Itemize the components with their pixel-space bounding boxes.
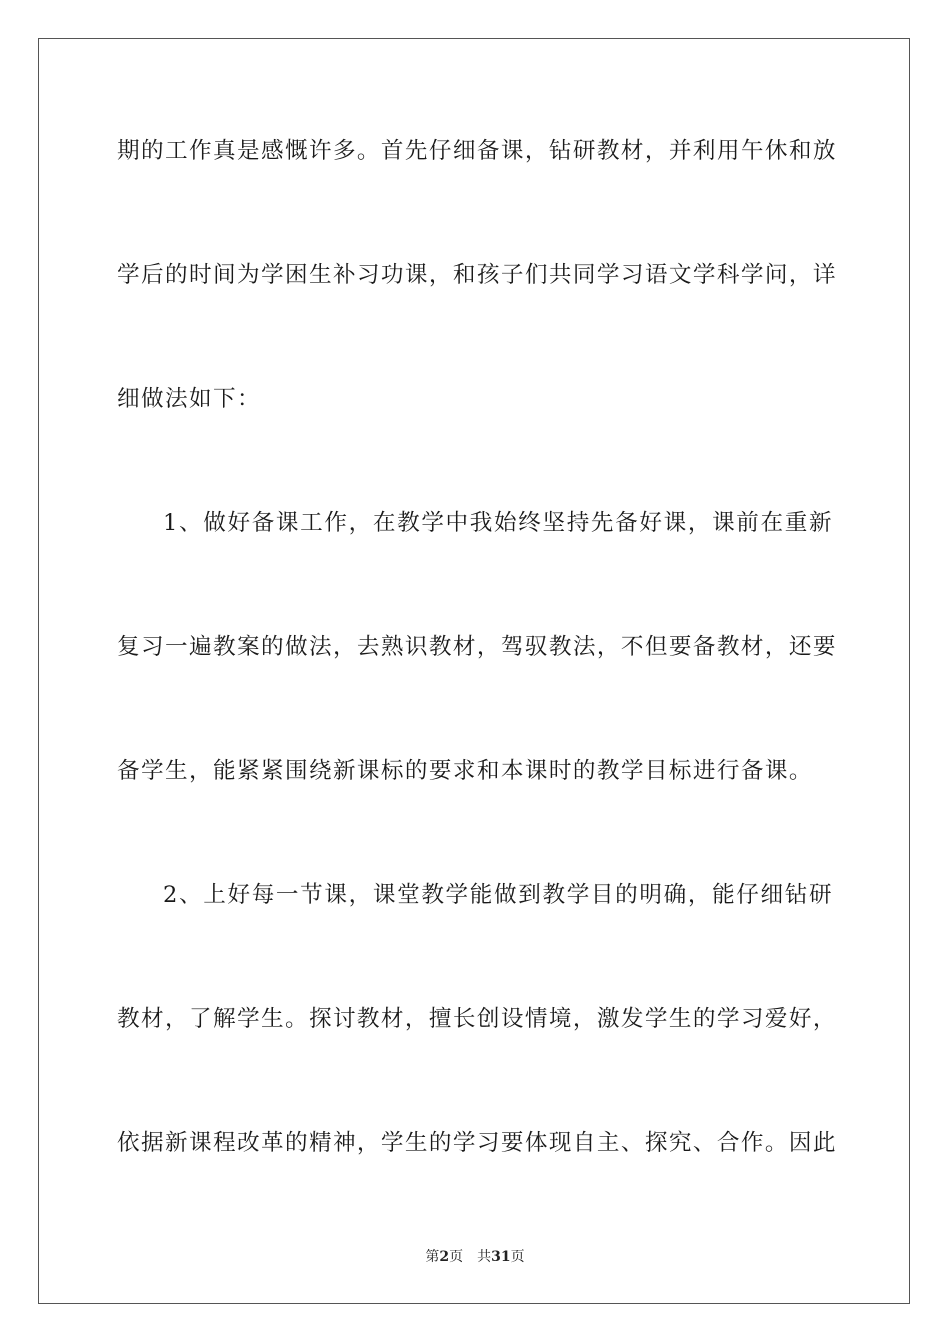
body-text-line: 复习一遍教案的做法，去熟识教材，驾驭教法，不但要备教材，还要 (117, 634, 837, 660)
page-label: 第2页 (425, 1249, 464, 1265)
paragraph-2-heading-line: 2、上好每一节课，课堂教学能做到教学目的明确，能仔细钻研 (163, 882, 833, 908)
page-border (38, 38, 910, 1304)
total-pages-label: 共31页 (477, 1249, 525, 1265)
paragraph-1-heading-line: 1、做好备课工作，在教学中我始终坚持先备好课，课前在重新 (163, 510, 833, 536)
body-text-line: 备学生，能紧紧围绕新课标的要求和本课时的教学目标进行备课。 (117, 758, 813, 784)
page-footer (0, 1248, 950, 1266)
body-text-line: 期的工作真是感慨许多。首先仔细备课，钻研教材，并利用午休和放 (117, 138, 837, 164)
body-text-line: 细做法如下： (117, 386, 261, 412)
body-text-line: 依据新课程改革的精神，学生的学习要体现自主、探究、合作。因此 (117, 1130, 837, 1156)
body-text-line: 学后的时间为学困生补习功课，和孩子们共同学习语文学科学问，详 (117, 262, 837, 288)
body-text-line: 教材，了解学生。探讨教材，擅长创设情境，激发学生的学习爱好， (117, 1006, 837, 1032)
